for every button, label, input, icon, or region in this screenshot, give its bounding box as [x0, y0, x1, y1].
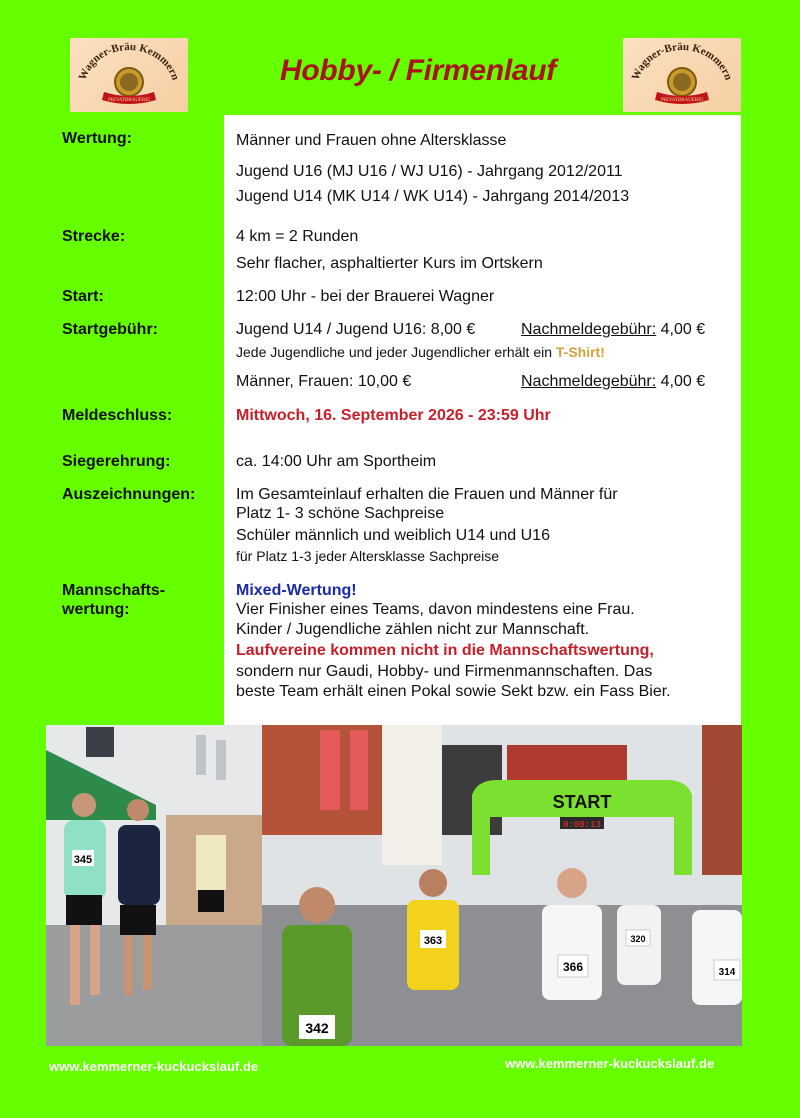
siegerehrung-value: ca. 14:00 Uhr am Sportheim	[236, 453, 437, 470]
timer-display: 0:00:13	[563, 820, 601, 830]
bib-number: 320	[630, 934, 646, 944]
meldeschluss-value: Mittwoch, 16. September 2026 - 23:59 Uhr	[236, 407, 551, 424]
fee-adults: Männer, Frauen: 10,00 €	[236, 373, 412, 390]
label-mannschaft: Mannschafts-	[62, 582, 166, 599]
wertung-line: Jugend U16 (MJ U16 / WJ U16) - Jahrgang 2012/2011	[236, 163, 623, 180]
late-fee-value: 4,00 €	[660, 321, 706, 338]
label-start: Start:	[62, 288, 104, 305]
label-auszeichnungen: Auszeichnungen:	[62, 486, 196, 503]
logo-text: Wagner-Bräu Kemmern	[629, 40, 735, 82]
bib-number: 342	[305, 1020, 329, 1036]
award-line: für Platz 1-3 jeder Altersklasse Sachpreise	[236, 548, 500, 564]
label-mannschaft-2: wertung:	[62, 601, 130, 618]
label-strecke: Strecke:	[62, 228, 126, 245]
late-fee-label: Nachmeldegebühr:	[521, 373, 657, 390]
strecke-line: 4 km = 2 Runden	[236, 228, 359, 245]
strecke-line: Sehr flacher, asphaltierter Kurs im Ortskern	[236, 255, 543, 272]
label-meldeschluss: Meldeschluss:	[62, 407, 173, 424]
tshirt-note	[236, 343, 605, 362]
late-fee-adults	[521, 372, 705, 391]
bib-number: 345	[73, 854, 93, 866]
team-line: sondern nur Gaudi, Hobby- und Firmenmannschaften. Das	[236, 663, 653, 680]
bib-number: 363	[423, 935, 443, 947]
label-siegerehrung: Siegerehrung:	[62, 453, 171, 470]
brewery-logo-left	[70, 38, 188, 112]
late-fee-value: 4,00 €	[660, 373, 706, 390]
footer-url-left[interactable]: www.kemmerner-kuckuckslauf.de	[49, 1059, 259, 1074]
team-line: beste Team erhält einen Pokal sowie Sekt bzw. ein Fass Bier.	[236, 683, 671, 700]
team-line: Kinder / Jugendliche zählen nicht zur Mannschaft.	[236, 621, 590, 638]
team-warning: Laufvereine kommen nicht in die Mannschaftswertung,	[236, 642, 654, 659]
brewery-seal-icon	[623, 38, 741, 112]
photo-strip	[46, 725, 742, 1046]
mixed-headline: Mixed-Wertung!	[236, 582, 357, 599]
fee-youth: Jugend U14 / Jugend U16: 8,00 €	[236, 321, 476, 338]
tshirt-text: Jede Jugendliche und jeder Jugendlicher erhält ein	[236, 344, 552, 360]
page-title: Hobby- / Firmenlauf	[280, 54, 556, 87]
label-wertung: Wertung:	[62, 130, 132, 147]
logo-banner-text: PRIVATBRAUEREI	[661, 98, 703, 103]
photo-runners-street	[46, 725, 262, 1046]
award-line: Platz 1- 3 schöne Sachpreise	[236, 505, 445, 522]
bib-number: 366	[562, 960, 584, 974]
footer-url-right[interactable]: www.kemmerner-kuckuckslauf.de	[505, 1056, 715, 1071]
photo-start-arch	[262, 725, 742, 1046]
arch-start-text: START	[552, 792, 612, 812]
award-line: Im Gesamteinlauf erhalten die Frauen und Männer für	[236, 486, 618, 503]
label-startgebuehr: Startgebühr:	[62, 321, 158, 338]
brewery-logo-right	[623, 38, 741, 112]
brewery-seal-icon	[70, 38, 188, 112]
late-fee-youth	[521, 320, 705, 339]
award-line: Schüler männlich und weiblich U14 und U16	[236, 527, 550, 544]
logo-text: Wagner-Bräu Kemmern	[76, 40, 182, 82]
late-fee-label: Nachmeldegebühr:	[521, 321, 657, 338]
start-value: 12:00 Uhr - bei der Brauerei Wagner	[236, 288, 495, 305]
bib-number: 314	[718, 967, 736, 978]
team-line: Vier Finisher eines Teams, davon mindestens eine Frau.	[236, 601, 635, 618]
wertung-line: Jugend U14 (MK U14 / WK U14) - Jahrgang 2014/2013	[236, 188, 630, 205]
logo-banner-text: PRIVATBRAUEREI	[108, 98, 150, 103]
wertung-line: Männer und Frauen ohne Altersklasse	[236, 132, 507, 149]
tshirt-highlight: T-Shirt!	[555, 344, 605, 360]
